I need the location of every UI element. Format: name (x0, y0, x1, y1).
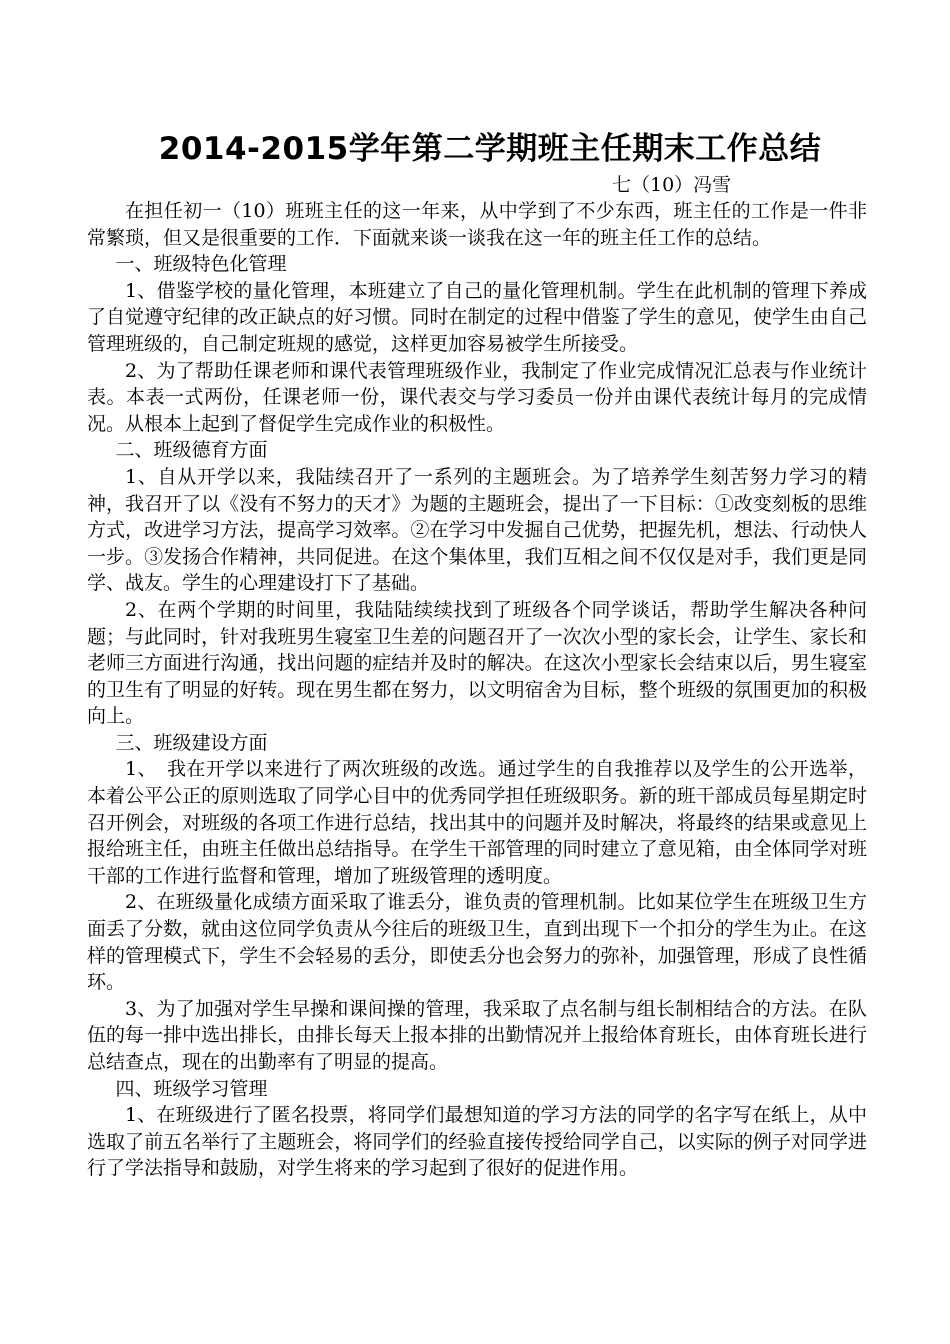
paragraph: 在担任初一（10）班班主任的这一年来，从中学到了不少东西，班主任的工作是一件非常繁琐，但又是很重要的工作．下面就来谈一谈我在这一年的班主任工作的总结。 (87, 200, 867, 249)
section-heading: 二、班级德育方面 (115, 439, 268, 462)
paragraph: 1、在班级进行了匿名投票，将同学们最想知道的学习方法的同学的名字写在纸上，从中选取了前五名举行了主题班会，将同学们的经验直接传授给同学自己，以实际的例子对同学进行了学法指导和鼓励，对学生将来的学习起到了很好的促进作用。 (87, 1104, 867, 1180)
paragraph: 1、自从开学以来，我陆续召开了一系列的主题班会。为了培养学生刻苦努力学习的精神，我召开了以《没有不努力的天才》为题的主题班会，提出了一下目标：①改变刻板的思维方式，改进学习方法，提高学习效率。②在学习中发掘自己优势，把握先机，想法、行动快人一步。③发扬合作精神，共同促进。在这个集体里，我们互相之间不仅仅是对手，我们更是同学、战友。学生的心理建设打下了基础。 (87, 465, 867, 595)
paragraph: 1、 我在开学以来进行了两次班级的改选。通过学生的自我推荐以及学生的公开选举，本着公平公正的原则选取了同学心目中的优秀同学担任班级职务。新的班干部成员每星期定时召开例会，对班级的各项工作进行总结，找出其中的问题并及时解决，将最终的结果或意见上报给班主任，由班主任做出总结指导。在学生干部管理的同时建立了意见箱，由全体同学对班干部的工作进行监督和管理，增加了班级管理的透明度。 (87, 758, 867, 887)
paragraph: 2、在班级量化成绩方面采取了谁丢分，谁负责的管理机制。比如某位学生在班级卫生方面丢了分数，就由这位同学负责从今往后的班级卫生，直到出现下一个扣分的学生为止。在这样的管理模式下，学生不会轻易的丢分，即使丢分也会努力的弥补，加强管理，形成了良性循环。 (87, 891, 867, 994)
document-author: 七（10）冯雪 (612, 174, 732, 196)
section-heading: 三、班级建设方面 (115, 731, 268, 754)
paragraph: 2、为了帮助任课老师和课代表管理班级作业，我制定了作业完成情况汇总表与作业统计表。本表一式两份，任课老师一份，课代表交与学习委员一份并由课代表统计每月的完成情况。从根本上起到了督促学生完成作业的积极性。 (87, 359, 867, 435)
paragraph: 1、借鉴学校的量化管理，本班建立了自己的量化管理机制。学生在此机制的管理下养成了自觉遵守纪律的改正缺点的好习惯。同时在制定的过程中借鉴了学生的意见，使学生由自己管理班级的，自己制定班规的感觉，这样更加容易被学生所接受。 (87, 279, 867, 355)
section-heading: 一、班级特色化管理 (115, 253, 287, 276)
document-title: 2014-2015学年第二学期班主任期末工作总结 (158, 131, 822, 167)
paragraph: 3、为了加强对学生早操和课间操的管理，我采取了点名制与组长制相结合的方法。在队伍的每一排中选出排长，由排长每天上报本排的出勤情况并上报给体育班长，由体育班长进行总结查点，现在的出勤率有了明显的提高。 (87, 997, 867, 1073)
section-heading: 四、班级学习管理 (115, 1077, 268, 1100)
paragraph: 2、在两个学期的时间里，我陆陆续续找到了班级各个同学谈话，帮助学生解决各种问题；与此同时，针对我班男生寝室卫生差的问题召开了一次次小型的家长会，让学生、家长和老师三方面进行沟通，找出问题的症结并及时的解决。在这次小型家长会结束以后，男生寝室的卫生有了明显的好转。现在男生都在努力，以文明宿舍为目标，整个班级的氛围更加的积极向上。 (87, 598, 867, 728)
document-body (87, 198, 867, 1182)
